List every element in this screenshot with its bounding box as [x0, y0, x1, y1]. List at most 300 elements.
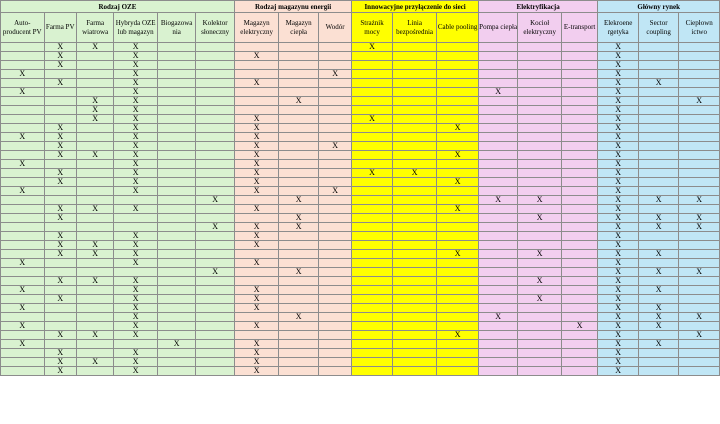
group-header: Elektryfikacja: [478, 1, 597, 13]
table-row: [1, 241, 720, 250]
table-cell: X: [114, 295, 158, 304]
table-cell: [437, 295, 479, 304]
table-row: [1, 304, 720, 313]
column-header: Elekroene rgetyka: [598, 13, 639, 43]
table-cell: [437, 43, 479, 52]
table-cell: X: [598, 286, 639, 295]
table-cell: [392, 223, 437, 232]
table-cell: X: [114, 286, 158, 295]
table-cell: [638, 151, 679, 160]
table-cell: [679, 160, 720, 169]
table-cell: [76, 160, 113, 169]
table-cell: X: [598, 268, 639, 277]
table-cell: [76, 142, 113, 151]
column-header: Kolektor słoneczny: [196, 13, 234, 43]
table-cell: [437, 214, 479, 223]
table-cell: [478, 52, 517, 61]
table-cell: [392, 106, 437, 115]
table-cell: [76, 286, 113, 295]
table-cell: [352, 322, 393, 331]
table-cell: [234, 61, 279, 70]
table-cell: [318, 286, 351, 295]
table-cell: [157, 124, 195, 133]
table-cell: [561, 250, 597, 259]
table-row: [1, 169, 720, 178]
table-cell: [518, 304, 562, 313]
table-cell: [518, 151, 562, 160]
table-cell: X: [114, 61, 158, 70]
table-cell: [76, 322, 113, 331]
table-cell: [234, 313, 279, 322]
table-cell: X: [279, 268, 318, 277]
table-cell: [196, 313, 234, 322]
table-cell: [437, 223, 479, 232]
table-cell: [638, 259, 679, 268]
table-cell: [392, 124, 437, 133]
table-cell: [352, 367, 393, 376]
table-cell: X: [114, 358, 158, 367]
table-cell: X: [598, 340, 639, 349]
table-cell: [561, 187, 597, 196]
table-cell: X: [1, 88, 45, 97]
table-cell: [76, 61, 113, 70]
table-cell: X: [234, 52, 279, 61]
table-row: [1, 367, 720, 376]
table-cell: [352, 232, 393, 241]
table-cell: [318, 214, 351, 223]
table-cell: [437, 79, 479, 88]
table-cell: X: [598, 88, 639, 97]
table-cell: [1, 250, 45, 259]
table-cell: X: [638, 79, 679, 88]
table-cell: X: [44, 52, 76, 61]
table-row: [1, 295, 720, 304]
table-cell: [44, 115, 76, 124]
table-cell: [318, 358, 351, 367]
table-cell: X: [518, 277, 562, 286]
table-cell: [76, 349, 113, 358]
table-cell: [437, 97, 479, 106]
table-cell: [318, 115, 351, 124]
table-cell: [157, 142, 195, 151]
table-cell: [352, 52, 393, 61]
table-cell: [679, 358, 720, 367]
table-cell: X: [1, 160, 45, 169]
table-cell: [478, 223, 517, 232]
table-cell: [679, 133, 720, 142]
table-cell: [638, 169, 679, 178]
table-cell: [392, 142, 437, 151]
table-cell: [518, 115, 562, 124]
table-cell: [1, 205, 45, 214]
table-cell: [561, 97, 597, 106]
table-cell: [196, 52, 234, 61]
table-cell: X: [234, 169, 279, 178]
table-cell: [279, 187, 318, 196]
table-cell: [157, 232, 195, 241]
table-cell: [478, 277, 517, 286]
table-cell: X: [518, 196, 562, 205]
table-cell: [157, 97, 195, 106]
table-cell: [679, 277, 720, 286]
table-cell: X: [234, 160, 279, 169]
table-cell: [318, 106, 351, 115]
table-cell: [76, 232, 113, 241]
table-cell: X: [114, 115, 158, 124]
table-cell: X: [638, 196, 679, 205]
table-cell: [1, 124, 45, 133]
table-cell: [392, 187, 437, 196]
table-cell: [437, 196, 479, 205]
table-cell: [478, 232, 517, 241]
table-row: [1, 232, 720, 241]
table-cell: [392, 160, 437, 169]
table-cell: [561, 259, 597, 268]
column-header: Sector coupling: [638, 13, 679, 43]
table-cell: [437, 106, 479, 115]
table-cell: [76, 124, 113, 133]
table-cell: [561, 295, 597, 304]
table-cell: [561, 70, 597, 79]
table-cell: [157, 205, 195, 214]
table-cell: [437, 322, 479, 331]
table-cell: [352, 304, 393, 313]
table-cell: [157, 259, 195, 268]
table-cell: [1, 43, 45, 52]
table-row: [1, 340, 720, 349]
table-cell: [392, 79, 437, 88]
table-cell: [561, 358, 597, 367]
table-cell: [76, 88, 113, 97]
table-cell: [679, 115, 720, 124]
table-cell: [478, 43, 517, 52]
table-cell: [638, 88, 679, 97]
table-cell: [561, 196, 597, 205]
table-cell: [518, 331, 562, 340]
table-cell: [561, 331, 597, 340]
table-cell: X: [598, 169, 639, 178]
table-cell: X: [598, 331, 639, 340]
table-cell: X: [76, 250, 113, 259]
table-cell: [352, 142, 393, 151]
table-cell: [352, 241, 393, 250]
table-cell: X: [234, 241, 279, 250]
table-cell: [1, 313, 45, 322]
table-row: [1, 250, 720, 259]
table-cell: X: [44, 61, 76, 70]
table-cell: [279, 358, 318, 367]
table-cell: [561, 43, 597, 52]
table-cell: [478, 106, 517, 115]
table-cell: X: [76, 106, 113, 115]
table-cell: [638, 106, 679, 115]
table-cell: [478, 124, 517, 133]
table-cell: [679, 349, 720, 358]
table-cell: X: [44, 133, 76, 142]
table-cell: [561, 205, 597, 214]
table-row: [1, 133, 720, 142]
table-cell: [437, 304, 479, 313]
table-cell: [392, 286, 437, 295]
table-cell: [114, 340, 158, 349]
table-row: [1, 331, 720, 340]
table-cell: [679, 205, 720, 214]
table-cell: [561, 133, 597, 142]
table-cell: [638, 241, 679, 250]
table-cell: X: [598, 106, 639, 115]
table-cell: [157, 241, 195, 250]
table-cell: [352, 79, 393, 88]
table-cell: [157, 187, 195, 196]
table-cell: X: [638, 322, 679, 331]
table-cell: X: [234, 349, 279, 358]
table-cell: [518, 232, 562, 241]
table-cell: [518, 178, 562, 187]
table-cell: [157, 223, 195, 232]
table-cell: [196, 61, 234, 70]
table-row: [1, 223, 720, 232]
table-cell: X: [679, 331, 720, 340]
table-cell: [392, 151, 437, 160]
table-cell: X: [598, 313, 639, 322]
table-cell: [234, 331, 279, 340]
table-cell: [679, 43, 720, 52]
table-cell: [437, 241, 479, 250]
table-cell: X: [598, 295, 639, 304]
table-cell: [279, 151, 318, 160]
table-cell: X: [234, 286, 279, 295]
table-cell: [157, 106, 195, 115]
table-cell: [561, 61, 597, 70]
table-cell: [196, 205, 234, 214]
table-cell: [279, 367, 318, 376]
table-cell: [518, 124, 562, 133]
table-cell: X: [318, 142, 351, 151]
table-cell: [561, 88, 597, 97]
column-header: Hybryda OZE lub magazyn: [114, 13, 158, 43]
table-cell: X: [598, 259, 639, 268]
table-cell: X: [234, 79, 279, 88]
table-cell: [318, 178, 351, 187]
table-cell: [638, 124, 679, 133]
table-cell: [76, 70, 113, 79]
table-cell: [318, 232, 351, 241]
table-cell: X: [279, 196, 318, 205]
table-cell: X: [1, 133, 45, 142]
table-cell: [279, 133, 318, 142]
table-cell: [196, 79, 234, 88]
table-cell: [1, 97, 45, 106]
table-cell: [279, 250, 318, 259]
table-cell: [679, 322, 720, 331]
column-header: Linia bezpośrednia: [392, 13, 437, 43]
table-cell: [638, 61, 679, 70]
table-cell: X: [114, 241, 158, 250]
table-row: [1, 259, 720, 268]
column-header: Ciepłown ictwo: [679, 13, 720, 43]
table-cell: [561, 115, 597, 124]
table-cell: [437, 61, 479, 70]
table-cell: X: [234, 115, 279, 124]
table-cell: X: [76, 277, 113, 286]
table-cell: X: [478, 88, 517, 97]
table-cell: [234, 196, 279, 205]
table-row: [1, 313, 720, 322]
table-cell: [437, 70, 479, 79]
table-cell: [561, 241, 597, 250]
table-cell: [392, 178, 437, 187]
table-cell: [518, 106, 562, 115]
table-cell: [437, 259, 479, 268]
table-cell: [392, 205, 437, 214]
table-cell: X: [44, 358, 76, 367]
table-cell: X: [234, 133, 279, 142]
table-cell: [318, 205, 351, 214]
table-cell: [352, 349, 393, 358]
table-cell: X: [76, 241, 113, 250]
table-cell: [638, 331, 679, 340]
table-cell: [518, 367, 562, 376]
table-cell: [352, 250, 393, 259]
column-header: Magazyn ciepła: [279, 13, 318, 43]
table-cell: X: [598, 358, 639, 367]
table-cell: X: [44, 250, 76, 259]
table-cell: [561, 349, 597, 358]
table-cell: X: [44, 349, 76, 358]
table-cell: [76, 133, 113, 142]
table-cell: [279, 52, 318, 61]
table-cell: [679, 367, 720, 376]
table-cell: [352, 340, 393, 349]
table-cell: [318, 79, 351, 88]
table-cell: [196, 250, 234, 259]
table-cell: [518, 268, 562, 277]
table-cell: [196, 97, 234, 106]
table-cell: [318, 151, 351, 160]
table-cell: [1, 52, 45, 61]
table-cell: [157, 349, 195, 358]
table-cell: [318, 340, 351, 349]
table-cell: [157, 169, 195, 178]
table-cell: [392, 241, 437, 250]
column-header: Cable pooling: [437, 13, 479, 43]
table-cell: [437, 358, 479, 367]
table-cell: [518, 88, 562, 97]
table-cell: [679, 61, 720, 70]
table-cell: X: [679, 268, 720, 277]
table-cell: X: [598, 196, 639, 205]
table-cell: [392, 43, 437, 52]
table-cell: [318, 313, 351, 322]
table-cell: [352, 97, 393, 106]
table-cell: [437, 349, 479, 358]
table-cell: [679, 340, 720, 349]
table-cell: [44, 223, 76, 232]
table-cell: X: [518, 214, 562, 223]
table-cell: X: [279, 97, 318, 106]
table-cell: X: [598, 160, 639, 169]
table-cell: [318, 322, 351, 331]
table-cell: [437, 88, 479, 97]
table-cell: [279, 241, 318, 250]
table-cell: [114, 196, 158, 205]
table-cell: [196, 232, 234, 241]
table-cell: [561, 52, 597, 61]
table-cell: X: [44, 232, 76, 241]
table-cell: [478, 250, 517, 259]
table-cell: X: [638, 250, 679, 259]
table-cell: [279, 178, 318, 187]
table-cell: X: [76, 97, 113, 106]
table-cell: X: [114, 142, 158, 151]
table-cell: [352, 61, 393, 70]
table-cell: [157, 196, 195, 205]
table-cell: [437, 313, 479, 322]
table-cell: X: [196, 196, 234, 205]
table-cell: X: [44, 277, 76, 286]
table-cell: [157, 250, 195, 259]
group-header: Główny rynek: [598, 1, 720, 13]
table-cell: X: [114, 349, 158, 358]
table-cell: [518, 142, 562, 151]
table-cell: X: [561, 322, 597, 331]
table-row: [1, 43, 720, 52]
table-cell: X: [44, 142, 76, 151]
table-cell: [638, 133, 679, 142]
table-cell: X: [598, 187, 639, 196]
column-header: Wodór: [318, 13, 351, 43]
table-cell: [352, 178, 393, 187]
table-cell: [352, 214, 393, 223]
table-cell: X: [1, 286, 45, 295]
table-cell: [478, 169, 517, 178]
table-cell: X: [234, 340, 279, 349]
table-cell: [318, 367, 351, 376]
table-cell: [279, 286, 318, 295]
table-cell: X: [76, 331, 113, 340]
table-cell: X: [44, 331, 76, 340]
table-cell: X: [196, 223, 234, 232]
table-cell: [157, 286, 195, 295]
table-cell: X: [76, 358, 113, 367]
table-cell: [1, 115, 45, 124]
table-cell: [157, 277, 195, 286]
table-cell: [478, 259, 517, 268]
table-cell: X: [114, 178, 158, 187]
table-cell: [1, 142, 45, 151]
table-cell: [352, 331, 393, 340]
table-cell: [196, 340, 234, 349]
table-cell: [196, 178, 234, 187]
table-row: [1, 277, 720, 286]
table-cell: [157, 322, 195, 331]
table-cell: [392, 304, 437, 313]
table-cell: [44, 313, 76, 322]
column-header-row: [1, 13, 720, 43]
table-row: [1, 178, 720, 187]
table-cell: [1, 277, 45, 286]
table-cell: [318, 52, 351, 61]
table-cell: [279, 61, 318, 70]
table-cell: [478, 205, 517, 214]
table-cell: [114, 223, 158, 232]
table-cell: [234, 214, 279, 223]
table-cell: X: [518, 250, 562, 259]
table-cell: [157, 331, 195, 340]
column-header: Magazyn elektryczny: [234, 13, 279, 43]
table-cell: [196, 106, 234, 115]
table-cell: X: [114, 169, 158, 178]
